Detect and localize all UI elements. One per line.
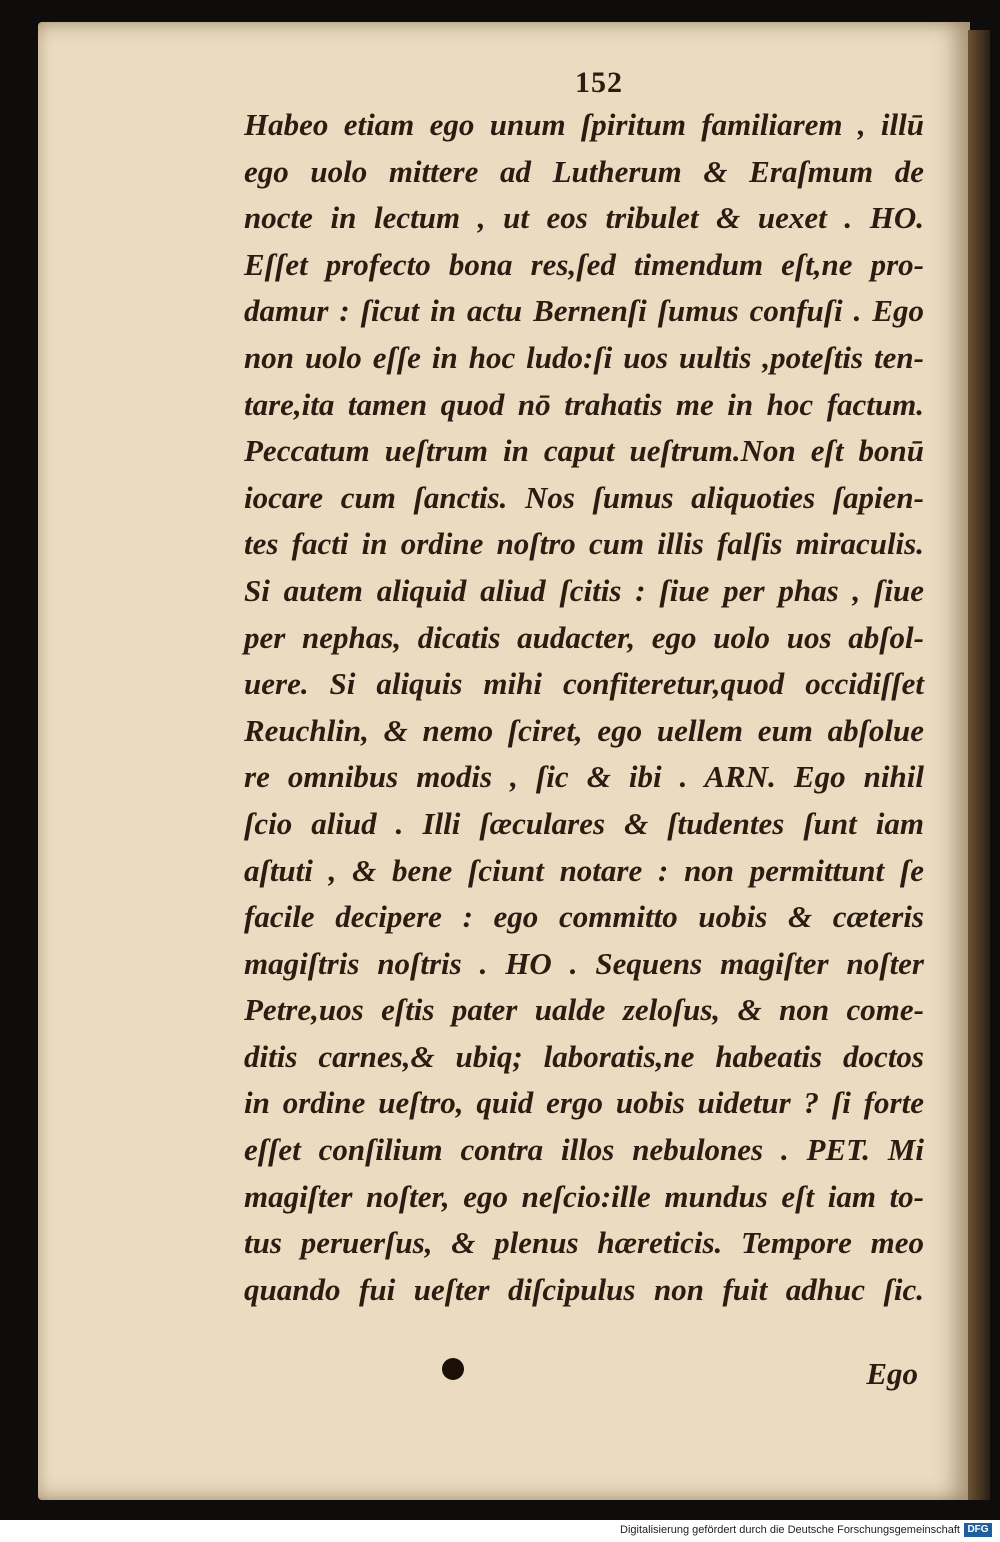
page-edge <box>968 30 990 1500</box>
text-line: facile decipere : ego committo uobis & cæteris <box>244 899 924 935</box>
text-line: Peccatum ueſtrum in caput ueſtrum.Non eſt bonū <box>244 433 924 469</box>
text-line: ſcio aliud . Illi ſæculares & ſtudentes ſunt iam <box>244 805 924 841</box>
text-line: re omnibus modis , ſic & ibi . ARN. Ego nihil <box>244 759 924 795</box>
text-line: ego uolo mittere ad Lutherum & Eraſmum de <box>244 153 924 189</box>
text-line: in ordine ueſtro, quid ergo uobis uidetur ? ſi forte <box>244 1085 924 1121</box>
text-line: damur : ſicut in actu Bernenſi ſumus confuſi . Ego <box>244 293 924 329</box>
text-line: aſtuti , & bene ſciunt notare : non permittunt ſe <box>244 852 924 888</box>
page-number: 152 <box>575 66 623 99</box>
catchword: Ego <box>866 1356 918 1391</box>
text-line: quando fui ueſter diſcipulus non fuit adhuc ſic. <box>244 1271 924 1307</box>
text-line: eſſet conſilium contra illos nebulones . PET. Mi <box>244 1132 924 1168</box>
ink-spot <box>442 1358 464 1380</box>
text-line: nocte in lectum , ut eos tribulet & uexet . HO. <box>244 200 924 236</box>
footer-bar <box>0 1520 1000 1542</box>
book-page <box>38 22 970 1500</box>
footer-credit: Digitalisierung gefördert durch die Deutsche Forschungsgemeinschaft <box>620 1524 960 1536</box>
text-line: tare,ita tamen quod nō trahatis me in hoc factum. <box>244 386 924 422</box>
text-line: magiſter noſter, ego neſcio:ille mundus eſt iam to- <box>244 1178 924 1214</box>
text-line: Habeo etiam ego unum ſpiritum familiarem , illū <box>244 107 924 142</box>
text-line: tus peruerſus, & plenus hæreticis. Tempore meo <box>244 1225 924 1261</box>
text-line: ditis carnes,& ubiq; laboratis,ne habeatis doctos <box>244 1038 924 1074</box>
text-line: Eſſet profecto bona res,ſed timendum eſt,ne pro- <box>244 246 924 282</box>
dfg-logo: DFG <box>964 1523 992 1537</box>
text-line: magiſtris noſtris . HO . Sequens magiſter noſter <box>244 945 924 981</box>
text-line: uere. Si aliquis mihi confiteretur,quod occidiſſet <box>244 666 924 702</box>
text-line: Reuchlin, & nemo ſciret, ego uellem eum abſolue <box>244 712 924 748</box>
text-line: tes facti in ordine noſtro cum illis falſis miraculis. <box>244 526 924 562</box>
text-line: Petre,uos eſtis pater ualde zeloſus, & non come- <box>244 992 924 1028</box>
text-line: Si autem aliquid aliud ſcitis : ſiue per phas , ſiue <box>244 572 924 608</box>
text-line: iocare cum ſanctis. Nos ſumus aliquoties ſapien- <box>244 479 924 515</box>
text-line: non uolo eſſe in hoc ludo:ſi uos uultis ,poteſtis ten- <box>244 339 924 375</box>
text-line: per nephas, dicatis audacter, ego uolo uos abſol- <box>244 619 924 655</box>
text-block <box>244 102 924 1313</box>
